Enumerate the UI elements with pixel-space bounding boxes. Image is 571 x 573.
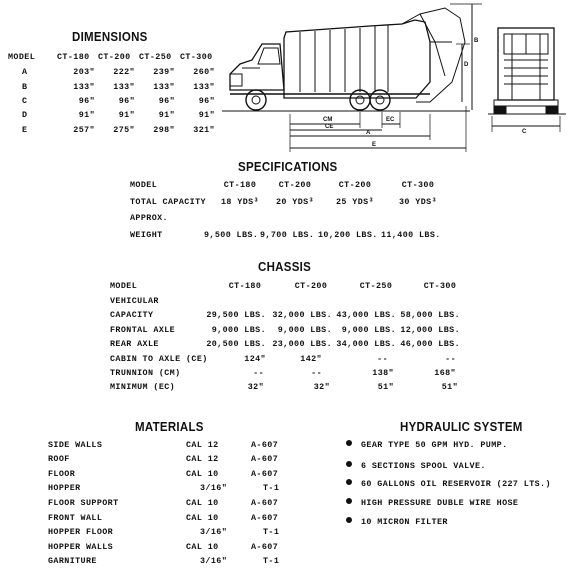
chassis-cell: 43,000 LBS. bbox=[336, 310, 396, 320]
material-grade: A-607 bbox=[251, 498, 279, 508]
material-grade: A-607 bbox=[251, 513, 279, 523]
dim-header-ct180: CT-180 bbox=[57, 52, 90, 62]
chassis-cell: 20,500 LBS. bbox=[206, 339, 266, 349]
dim-label-a: A bbox=[366, 130, 371, 136]
chassis-cell: 12,000 LBS. bbox=[400, 325, 460, 335]
material-grade: A-607 bbox=[251, 440, 279, 450]
material-grade: T-1 bbox=[263, 556, 280, 566]
material-name: FRONT WALL bbox=[48, 513, 103, 523]
material-name: SIDE WALLS bbox=[48, 440, 103, 450]
hydraulic-item-text: 6 SECTIONS SPOOL VALVE. bbox=[361, 461, 486, 471]
chassis-row-label: REAR AXLE bbox=[110, 339, 159, 349]
dim-cell: 222" bbox=[113, 67, 135, 77]
material-name: FLOOR bbox=[48, 469, 76, 479]
dim-cell: 91" bbox=[158, 110, 175, 120]
spec-header-col: CT-200 bbox=[278, 180, 312, 190]
hydraulic-title: HYDRAULIC SYSTEM bbox=[400, 420, 523, 434]
dim-cell: 91" bbox=[78, 110, 95, 120]
truck-rear-diagram bbox=[488, 24, 568, 136]
chassis-row-label: FRONTAL AXLE bbox=[110, 325, 176, 335]
spec-capacity-label: TOTAL CAPACITY bbox=[130, 197, 206, 207]
hydraulic-item-text: GEAR TYPE 50 GPM HYD. PUMP. bbox=[361, 440, 508, 450]
dim-cell: 91" bbox=[198, 110, 215, 120]
spec-capacity-cell: 20 YDS³ bbox=[276, 197, 314, 207]
dim-row-label: C bbox=[22, 96, 28, 106]
hydraulic-item bbox=[346, 440, 508, 450]
material-name: FLOOR SUPPORT bbox=[48, 498, 119, 508]
chassis-cell: 9,000 LBS. bbox=[341, 325, 396, 335]
chassis-cell: -- bbox=[253, 368, 264, 378]
dim-label-d: D bbox=[464, 62, 469, 68]
chassis-cell: 138" bbox=[372, 368, 394, 378]
bullet-icon bbox=[346, 517, 352, 523]
material-gauge: CAL 10 bbox=[186, 498, 219, 508]
material-name: GARNITURE bbox=[48, 556, 97, 566]
dim-header-ct250: CT-250 bbox=[139, 52, 172, 62]
spec-capacity-cell: 25 YDS³ bbox=[336, 197, 374, 207]
chassis-cell: 142" bbox=[300, 354, 322, 364]
material-grade: T-1 bbox=[263, 483, 280, 493]
chassis-cell: 168" bbox=[434, 368, 456, 378]
material-grade: A-607 bbox=[251, 454, 279, 464]
spec-capacity-cell: 18 YDS³ bbox=[221, 197, 259, 207]
truck-side-diagram bbox=[220, 2, 490, 154]
dim-cell: 133" bbox=[113, 82, 135, 92]
chassis-cell: 58,000 LBS. bbox=[400, 310, 460, 320]
spec-weight-cell: 10,200 LBS. bbox=[318, 230, 378, 240]
spec-weight-cell: 9,700 LBS. bbox=[260, 230, 315, 240]
chassis-cell: 34,000 LBS. bbox=[336, 339, 396, 349]
hydraulic-item bbox=[346, 517, 448, 527]
specifications-title: SPECIFICATIONS bbox=[238, 160, 338, 174]
chassis-cell: 23,000 LBS. bbox=[272, 339, 332, 349]
material-gauge: CAL 12 bbox=[186, 440, 219, 450]
dim-label-ec: EC bbox=[386, 117, 395, 123]
chassis-cell: 32" bbox=[313, 382, 330, 392]
dim-cell: 260" bbox=[193, 67, 215, 77]
hydraulic-item-text: 10 MICRON FILTER bbox=[361, 517, 448, 527]
dim-row-label: D bbox=[22, 110, 28, 120]
dim-cell: 133" bbox=[153, 82, 175, 92]
dim-label-cm: CM bbox=[323, 117, 333, 123]
chassis-cell: -- bbox=[311, 368, 322, 378]
bullet-icon bbox=[346, 440, 352, 446]
dim-header-ct200: CT-200 bbox=[98, 52, 131, 62]
dim-cell: 133" bbox=[193, 82, 215, 92]
material-name: HOPPER bbox=[48, 483, 81, 493]
dim-cell: 91" bbox=[118, 110, 135, 120]
chassis-cell: 51" bbox=[377, 382, 394, 392]
material-name: HOPPER FLOOR bbox=[48, 527, 114, 537]
chassis-header-col: CT-250 bbox=[359, 281, 393, 291]
hydraulic-item bbox=[346, 461, 486, 471]
chassis-row-label: CAPACITY bbox=[110, 310, 154, 320]
spec-weight-label: WEIGHT bbox=[130, 230, 163, 240]
dim-label-c: C bbox=[522, 129, 527, 135]
chassis-header-model: MODEL bbox=[110, 281, 138, 291]
material-gauge: 3/16" bbox=[200, 556, 228, 566]
chassis-vehicular-label: VEHICULAR bbox=[110, 296, 159, 306]
material-gauge: 3/16" bbox=[200, 527, 228, 537]
chassis-row-label: MINIMUM (EC) bbox=[110, 382, 176, 392]
bullet-icon bbox=[346, 479, 352, 485]
spec-weight-cell: 11,400 LBS. bbox=[381, 230, 441, 240]
chassis-cell: 9,000 LBS. bbox=[277, 325, 332, 335]
dim-cell: 96" bbox=[198, 96, 215, 106]
dim-cell: 239" bbox=[153, 67, 175, 77]
chassis-header-col: CT-300 bbox=[423, 281, 457, 291]
chassis-cell: -- bbox=[445, 354, 456, 364]
dim-cell: 275" bbox=[113, 125, 135, 135]
dim-cell: 321" bbox=[193, 125, 215, 135]
dim-label-e: E bbox=[372, 142, 377, 148]
material-grade: T-1 bbox=[263, 527, 280, 537]
material-grade: A-607 bbox=[251, 469, 279, 479]
dim-cell: 96" bbox=[158, 96, 175, 106]
dim-row-label: A bbox=[22, 67, 28, 77]
dim-cell: 298" bbox=[153, 125, 175, 135]
dim-cell: 133" bbox=[73, 82, 95, 92]
hydraulic-item bbox=[346, 479, 551, 489]
dim-row-label: E bbox=[22, 125, 28, 135]
chassis-cell: 46,000 LBS. bbox=[400, 339, 460, 349]
chassis-cell: 32" bbox=[247, 382, 264, 392]
hydraulic-item bbox=[346, 498, 518, 508]
spec-header-col: CT-300 bbox=[401, 180, 435, 190]
material-name: ROOF bbox=[48, 454, 70, 464]
dim-cell: 96" bbox=[78, 96, 95, 106]
chassis-cell: 51" bbox=[441, 382, 458, 392]
bullet-icon bbox=[346, 498, 352, 504]
chassis-title: CHASSIS bbox=[258, 260, 312, 274]
material-grade: A-607 bbox=[251, 542, 279, 552]
material-gauge: CAL 10 bbox=[186, 469, 219, 479]
chassis-cell: -- bbox=[377, 354, 388, 364]
dim-header-ct300: CT-300 bbox=[180, 52, 213, 62]
material-name: HOPPER WALLS bbox=[48, 542, 114, 552]
dim-row-label: B bbox=[22, 82, 28, 92]
bullet-icon bbox=[346, 461, 352, 467]
materials-title: MATERIALS bbox=[135, 420, 204, 434]
material-gauge: CAL 10 bbox=[186, 513, 219, 523]
dim-cell: 96" bbox=[118, 96, 135, 106]
chassis-header-col: CT-180 bbox=[228, 281, 262, 291]
chassis-cell: 9,000 LBS. bbox=[211, 325, 266, 335]
chassis-cell: 32,000 LBS. bbox=[272, 310, 332, 320]
material-gauge: CAL 10 bbox=[186, 542, 219, 552]
dim-cell: 257" bbox=[73, 125, 95, 135]
chassis-header-col: CT-200 bbox=[294, 281, 328, 291]
dimensions-title: DIMENSIONS bbox=[72, 30, 148, 44]
chassis-cell: 29,500 LBS. bbox=[206, 310, 266, 320]
dim-cell: 203" bbox=[73, 67, 95, 77]
spec-header-model: MODEL bbox=[130, 180, 158, 190]
hydraulic-item-text: 60 GALLONS OIL RESERVOIR (227 LTS.) bbox=[361, 479, 551, 489]
material-gauge: 3/16" bbox=[200, 483, 228, 493]
dim-label-ce: CE bbox=[325, 124, 334, 130]
chassis-row-label: CABIN TO AXLE (CE) bbox=[110, 354, 208, 364]
chassis-row-label: TRUNNION (CM) bbox=[110, 368, 181, 378]
spec-capacity-cell: 30 YDS³ bbox=[399, 197, 437, 207]
dim-header-model: MODEL bbox=[8, 52, 36, 62]
hydraulic-item-text: HIGH PRESSURE DUBLE WIRE HOSE bbox=[361, 498, 519, 508]
spec-approx-label: APPROX. bbox=[130, 213, 168, 223]
dim-label-b: B bbox=[474, 38, 479, 44]
material-gauge: CAL 12 bbox=[186, 454, 219, 464]
spec-header-col: CT-200 bbox=[338, 180, 372, 190]
spec-header-col: CT-180 bbox=[223, 180, 257, 190]
chassis-cell: 124" bbox=[244, 354, 266, 364]
spec-weight-cell: 9,500 LBS. bbox=[204, 230, 259, 240]
